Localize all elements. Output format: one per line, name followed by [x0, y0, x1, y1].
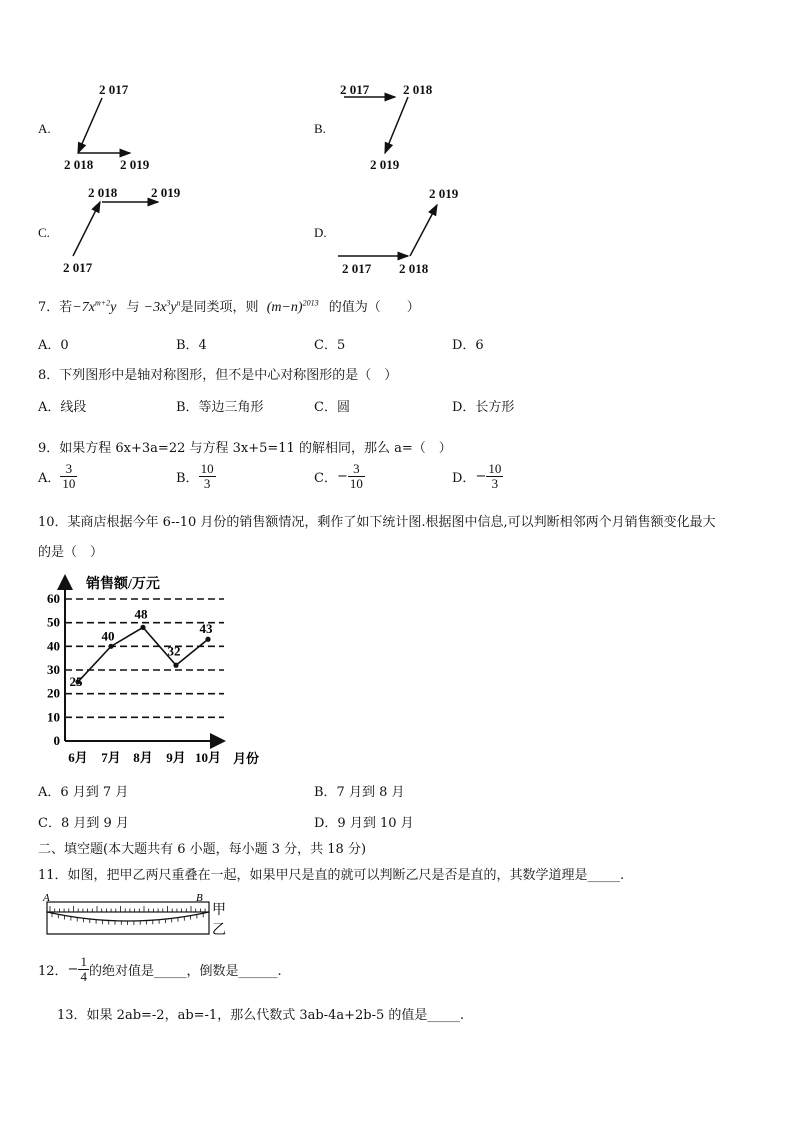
option-c: C．− $\frac{3}{10}$ [314, 461, 363, 491]
arrow [78, 98, 102, 153]
x-tick-label: 7月 [101, 750, 121, 765]
arrow [385, 97, 408, 153]
rulers-figure [38, 890, 238, 942]
year-label: 2 018 [88, 185, 118, 200]
option-label: B. [314, 121, 326, 136]
data-labels [70, 606, 214, 688]
point-a-label: A [43, 892, 50, 904]
data-label: 43 [199, 621, 213, 637]
sales-line-chart [38, 568, 298, 768]
y-axis-label: 销售额/万元 [86, 577, 160, 592]
x-tick-label: 8月 [133, 750, 153, 765]
option-label: C. [38, 225, 50, 240]
section-title: 二、填空题(本大题共有 6 小题，每小题 3 分，共 18 分) [38, 842, 367, 857]
arrow [410, 205, 437, 256]
option-b: B．等边三角形 [176, 400, 264, 415]
option-a: A．线段 [38, 400, 87, 415]
data-label: 48 [134, 606, 148, 622]
data-point [173, 663, 178, 668]
data-point [108, 644, 113, 649]
year-label: 2 019 [120, 157, 150, 172]
data-label: 40 [101, 628, 115, 644]
fraction: $\frac{10}{3}$ [488, 461, 502, 491]
ruler-ticks [50, 906, 205, 925]
y-tick-label: 30 [47, 662, 60, 677]
option-a: A．0 [38, 338, 69, 353]
question-10-stem-line2: 的是（ ） [38, 545, 104, 560]
data-point [205, 637, 210, 642]
series-line [78, 627, 208, 681]
option-b: B．4 [176, 338, 207, 353]
fraction: $\frac{3}{10}$ [349, 461, 363, 491]
question-13-stem: 13．如果 2ab=-2，ab=-1，那么代数式 3ab-4a+2b-5 的值是_____. [57, 1008, 465, 1023]
year-label: 2 018 [399, 261, 429, 276]
option-label: A. [38, 121, 51, 136]
fraction: $\frac{1}{4}$ [80, 954, 87, 984]
option-c: C．圆 [314, 400, 350, 415]
option-d: D．− $\frac{10}{3}$ [452, 461, 502, 491]
y-tick-label: 20 [47, 685, 60, 701]
y-tick-label: 10 [47, 709, 60, 725]
year-label: 2 019 [429, 186, 459, 201]
year-label: 2 018 [64, 157, 94, 172]
year-label: 2 017 [342, 261, 372, 276]
label-jia: 甲 [212, 903, 226, 918]
arrow-diagram-d [335, 195, 465, 265]
question-8-stem: 8．下列图形中是轴对称图形，但不是中心对称图形的是（ ） [38, 368, 398, 383]
y-tick-label: 40 [47, 638, 60, 654]
label-yi: 乙 [212, 923, 226, 938]
option-b: B．7 月到 8 月 [314, 785, 405, 800]
ruler-jia [47, 902, 209, 912]
option-a: A．6 月到 7 月 [38, 785, 129, 800]
y-tick-labels [47, 591, 60, 748]
x-tick-labels [68, 750, 221, 765]
y-tick-label: 60 [47, 591, 60, 606]
x-tick-label: 6月 [68, 750, 88, 765]
option-c: C．5 [314, 338, 346, 353]
question-9-stem: 9．如果方程 6x+3a=22 与方程 3x+5=11 的解相同，那么 a=（ ） [38, 441, 452, 456]
data-point [140, 625, 145, 630]
point-b-label: B [196, 892, 203, 904]
question-7-stem: 7．若$-7x^{m+2}y$ 与 $-3x^3y^n$是同类项，则 $(m-n)^{2013}$ 的值为（ ） [38, 298, 420, 315]
fraction: $\frac{3}{10}$ [62, 461, 76, 491]
x-tick-label: 9月 [166, 750, 186, 765]
year-label: 2 019 [370, 157, 400, 172]
option-d: D．6 [452, 338, 484, 353]
x-tick-label: 10月 [194, 750, 222, 765]
data-label: 32 [167, 643, 181, 659]
question-11-stem: 11．如图，把甲乙两尺重叠在一起，如果甲尺是直的就可以判断乙尺是否是直的，其数学道理是_____. [38, 868, 625, 883]
year-label: 2 019 [151, 185, 181, 200]
y-tick-label: 0 [53, 733, 60, 748]
year-label: 2 018 [403, 82, 433, 97]
data-label: 25 [69, 673, 83, 689]
fraction: $\frac{10}{3}$ [200, 461, 214, 491]
year-label: 2 017 [63, 260, 93, 275]
year-label: 2 017 [340, 82, 370, 97]
option-c: C．8 月到 9 月 [38, 816, 129, 831]
arrow [73, 202, 100, 256]
option-b: B． $\frac{10}{3}$ [176, 461, 214, 491]
option-d: D．9 月到 10 月 [314, 816, 414, 831]
option-d: D．长方形 [452, 400, 515, 415]
year-label: 2 017 [99, 82, 129, 97]
option-label: D. [314, 225, 327, 240]
y-tick-label: 50 [47, 614, 60, 630]
x-axis-label: 月份 [233, 751, 260, 766]
option-a: A． $\frac{3}{10}$ [38, 461, 76, 491]
question-10-stem-line1: 10．某商店根据今年 6--10 月份的销售额情况，剩作了如下统计图.根据图中信息,可以判断相邻两个月销售额变化最大 [38, 515, 716, 530]
question-12-stem: 12．− $\frac{1}{4}$ 的绝对值是_____，倒数是______. [38, 954, 282, 984]
